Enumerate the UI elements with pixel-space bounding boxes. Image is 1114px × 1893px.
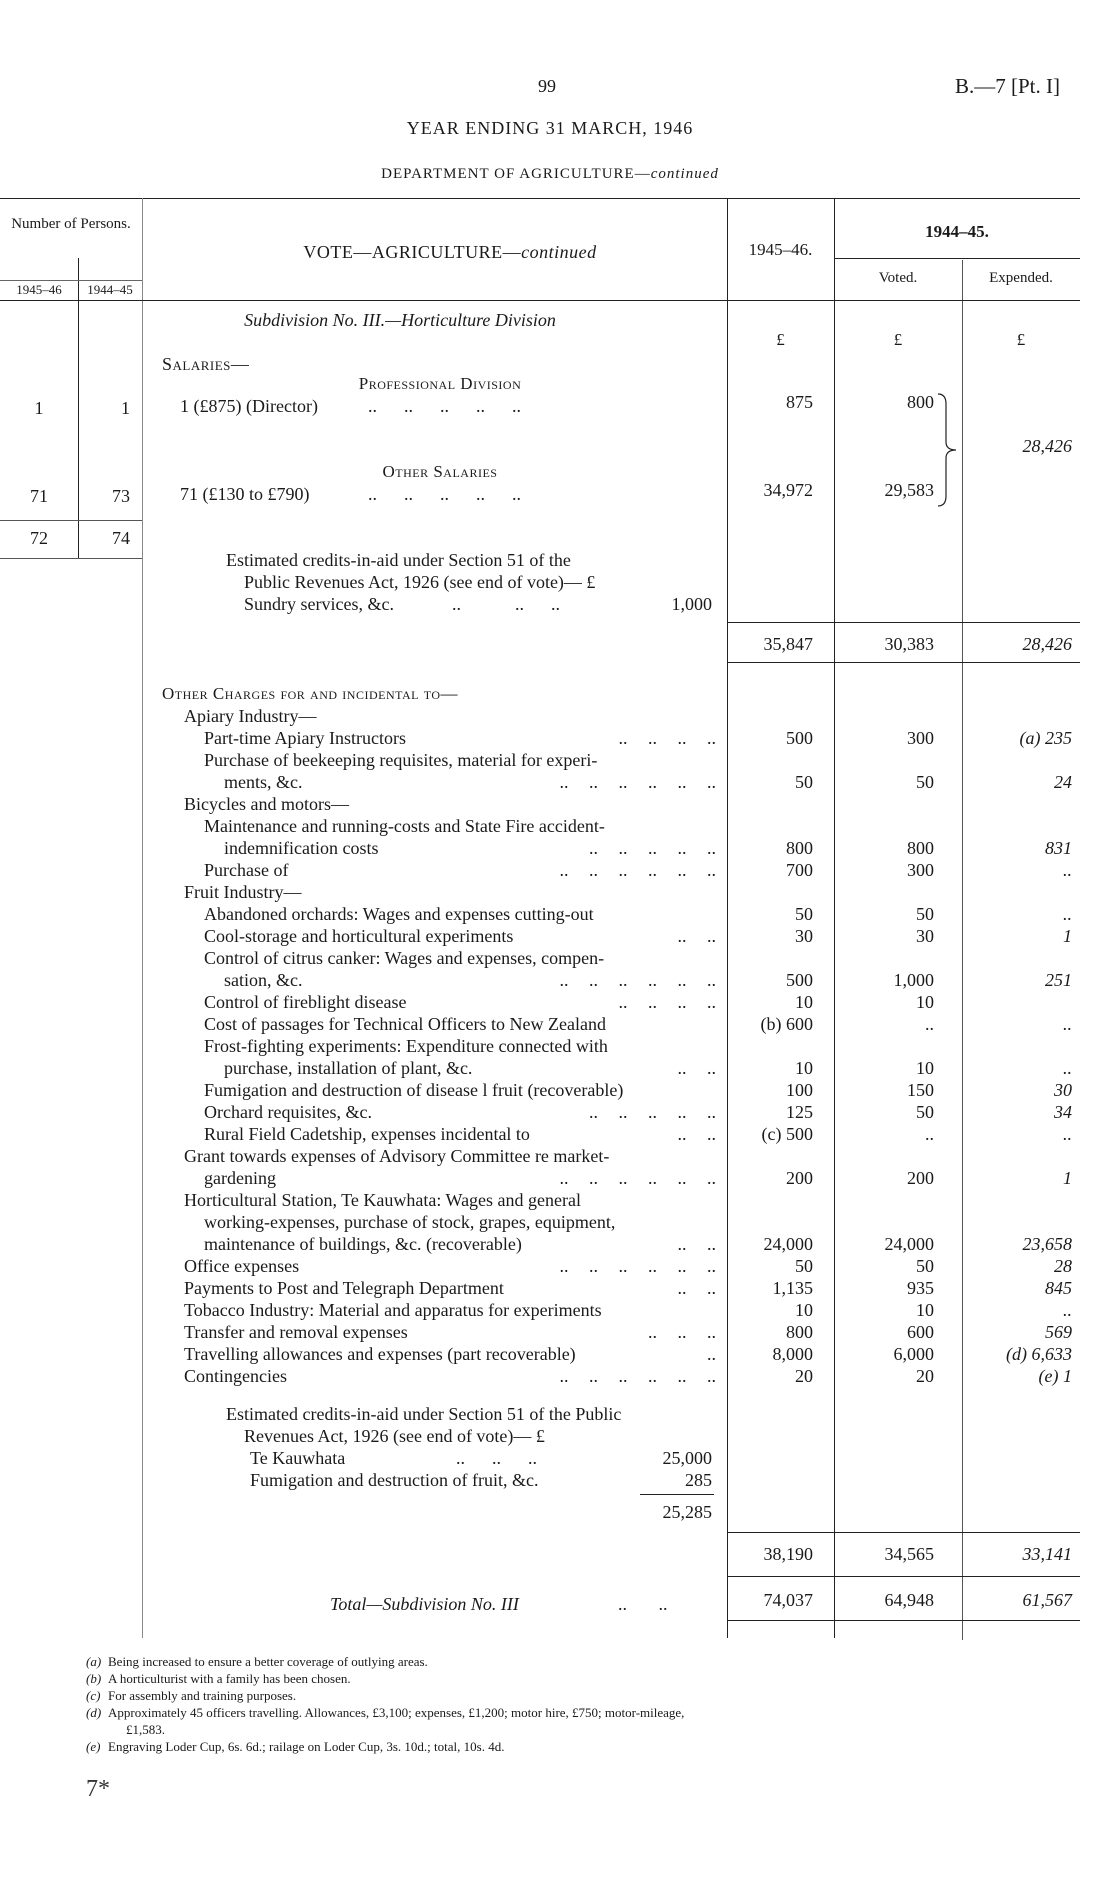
charge-row-amount: 500	[786, 970, 813, 990]
charge-row-text: Maintenance and running-costs and State Fire accident-	[204, 816, 605, 836]
charge-row-expended: (a) 235	[1019, 728, 1072, 748]
leader-dots: .. .. .. .. ..	[589, 1102, 716, 1122]
leader-dots: .. ..	[677, 1058, 716, 1078]
footnote-text: Being increased to ensure a better coverage of outlying areas.	[108, 1654, 428, 1669]
salaries-subtotal-voted: 30,383	[884, 634, 934, 654]
professional-voted: 800	[907, 392, 934, 412]
footnote-text: A horticulturist with a family has been chosen.	[108, 1671, 351, 1686]
credits2-item-1-label: Te Kauwhata	[250, 1448, 346, 1468]
footnote-mark: (d)	[86, 1705, 102, 1720]
charge-row-text: Control of fireblight disease	[204, 992, 407, 1012]
charge-row-amount: (c) 500	[761, 1124, 813, 1144]
charge-row-expended: ..	[1063, 1014, 1072, 1034]
charge-row-expended: ..	[1063, 1300, 1072, 1320]
charges-total-top-rule	[727, 1532, 1080, 1533]
charge-row-text: Cool-storage and horticultural experiments	[204, 926, 514, 946]
footnote-text: Approximately 45 officers travelling. Allowances, £3,100; expenses, £1,200; motor hire, £750; motor-mileage,	[108, 1705, 685, 1720]
charge-row-amount: 20	[795, 1366, 813, 1386]
credits-line-3: Sundry services, &c.	[244, 594, 394, 614]
leader-dots: .. ..	[677, 1124, 716, 1144]
charge-row-amount: 24,000	[763, 1234, 813, 1254]
signature-mark: 7*	[86, 1776, 110, 1802]
persons-total-rule	[0, 520, 142, 521]
pound-sign-voted: £	[893, 330, 903, 349]
footnote-text: For assembly and training purposes.	[108, 1688, 297, 1703]
charge-row-text: Orchard requisites, &c.	[204, 1102, 372, 1122]
professional-line: 1 (£875) (Director)	[180, 396, 318, 416]
year-1945-46-header: 1945–46.	[748, 240, 813, 259]
charge-row-voted: 200	[907, 1168, 934, 1188]
salaries-subtotal-expended: 28,426	[1022, 634, 1072, 654]
charges-total-voted: 34,565	[884, 1544, 934, 1564]
total-persons-1944-45: 74	[112, 528, 130, 548]
grand-total-top-rule	[727, 1576, 1080, 1577]
subtotal-top-rule	[727, 622, 1080, 623]
salaries-heading: Salaries—	[162, 354, 250, 374]
document-reference: B.—7 [Pt. I]	[955, 74, 1060, 98]
footnote-mark: (a)	[86, 1654, 102, 1669]
charge-row-voted: 50	[916, 772, 934, 792]
charge-row-amount: 800	[786, 1322, 813, 1342]
charge-row-voted: 50	[916, 1256, 934, 1276]
professional-persons-1945-46: 1	[34, 398, 44, 418]
charge-row-amount: 200	[786, 1168, 813, 1188]
charge-row-amount: 100	[786, 1080, 813, 1100]
footnote-text: Engraving Loder Cup, 6s. 6d.; railage on Loder Cup, 3s. 10d.; total, 10s. 4d.	[108, 1739, 505, 1754]
charge-row-amount: (b) 600	[760, 1014, 813, 1034]
charge-row-expended: ..	[1063, 1058, 1072, 1078]
grand-total-voted: 64,948	[884, 1590, 934, 1610]
credits2-item-1-amount: 25,000	[662, 1448, 712, 1468]
leader-dots: .. .. .. ..	[618, 992, 716, 1012]
charge-row-amount: 800	[786, 838, 813, 858]
charge-row-amount: 125	[786, 1102, 813, 1122]
other-salaries-voted: 29,583	[884, 480, 934, 500]
charge-row-voted: 300	[907, 728, 934, 748]
charge-row-expended: 845	[1045, 1278, 1072, 1298]
leader-dots: .. ..	[677, 1234, 716, 1254]
number-of-persons-header: Number of Persons.	[11, 216, 131, 232]
leader-dots: .. .. .. .. ..	[589, 838, 716, 858]
charge-row-amount: 50	[795, 772, 813, 792]
charge-row-expended: 24	[1054, 772, 1072, 792]
credits2-total: 25,285	[662, 1502, 712, 1522]
charge-row-text: Office expenses	[184, 1256, 300, 1276]
charge-row-text: Grant towards expenses of Advisory Committee re market-	[184, 1146, 610, 1166]
leader-dots: .. .. .. .. .. ..	[559, 860, 716, 880]
charge-row-voted: 50	[916, 904, 934, 924]
charge-row-expended: 23,658	[1022, 1234, 1072, 1254]
charge-row-text: Transfer and removal expenses	[184, 1322, 408, 1342]
persons-header-rule	[0, 280, 142, 281]
credits2-item-2-amount: 285	[685, 1470, 712, 1490]
charge-row-expended: 251	[1045, 970, 1072, 990]
charge-row-expended: 831	[1045, 838, 1072, 858]
expended-header: Expended.	[989, 270, 1053, 286]
charge-row-amount: 1,135	[772, 1278, 813, 1298]
salaries-subtotal-amount: 35,847	[763, 634, 813, 654]
leader-dots: .. .. .. .. .. ..	[559, 1366, 716, 1386]
charge-row-expended: 569	[1045, 1322, 1072, 1342]
leader-dots: .. .. ..	[456, 1448, 537, 1468]
credits-amount: 1,000	[671, 594, 712, 614]
leader-dots: .. ..	[618, 1594, 668, 1614]
footnote-mark: (b)	[86, 1671, 102, 1686]
charge-row-amount: 10	[795, 992, 813, 1012]
professional-persons-1944-45: 1	[121, 398, 130, 418]
charge-row-voted: 50	[916, 1102, 934, 1122]
charge-row-voted: 20	[916, 1366, 934, 1386]
charge-row-text: Tobacco Industry: Material and apparatus for experiments	[184, 1300, 602, 1320]
charge-row-expended: ..	[1063, 860, 1072, 880]
charge-row-text: indemnification costs	[224, 838, 379, 858]
footnote-mark: (e)	[86, 1739, 101, 1754]
pound-sign-expended: £	[1016, 330, 1026, 349]
charge-row-expended: ..	[1063, 904, 1072, 924]
charge-row-text: purchase, installation of plant, &c.	[224, 1058, 473, 1078]
other-persons-1945-46: 71	[30, 486, 48, 506]
charge-row-amount: 500	[786, 728, 813, 748]
leader-dots: .. .. .. .. ..	[368, 396, 521, 416]
pound-sign-amount: £	[776, 330, 785, 349]
leader-dots: .. .. .. .. .. ..	[559, 772, 716, 792]
vote-title: VOTE—AGRICULTURE—continued	[303, 242, 597, 262]
professional-division-heading: Professional Division	[358, 374, 522, 393]
charge-row-expended: 1	[1063, 926, 1072, 946]
other-charges-heading: Other Charges for and incidental to—	[162, 684, 459, 703]
charge-row-text: Fruit Industry—	[184, 882, 302, 902]
leader-dots: .. .. .. .. .. ..	[559, 970, 716, 990]
charge-row-text: Horticultural Station, Te Kauwhata: Wages and general	[184, 1190, 582, 1210]
charge-row-expended: (e) 1	[1038, 1366, 1072, 1386]
other-persons-1944-45: 73	[112, 486, 130, 506]
grand-total-amount: 74,037	[763, 1590, 813, 1610]
charge-row-voted: 935	[907, 1278, 934, 1298]
charge-row-voted: 800	[907, 838, 934, 858]
charge-row-voted: 24,000	[884, 1234, 934, 1254]
charge-row-expended: 34	[1054, 1102, 1072, 1122]
footnote-text: £1,583.	[126, 1722, 165, 1737]
charge-row-expended: (d) 6,633	[1006, 1344, 1072, 1364]
year-1944-45-header: 1944–45.	[925, 222, 989, 241]
charge-row-voted: 150	[907, 1080, 934, 1100]
year-title: YEAR ENDING 31 MARCH, 1946	[406, 118, 694, 138]
leader-dots: .. .. .. .. .. ..	[559, 1256, 716, 1276]
charge-row-text: Cost of passages for Technical Officers to New Zealand	[204, 1014, 606, 1034]
credits2-line-2: Revenues Act, 1926 (see end of vote)— £	[244, 1426, 545, 1446]
leader-dots: .. .. .. .. .. ..	[559, 1168, 716, 1188]
charge-row-expended: 1	[1063, 1168, 1072, 1188]
charge-row-text: Purchase of beekeeping requisites, material for experi-	[204, 750, 598, 770]
charge-row-voted: 10	[916, 992, 934, 1012]
leader-dots: .. .. ..	[452, 594, 560, 614]
charge-row-voted: 10	[916, 1300, 934, 1320]
subdivision-title: Subdivision No. III.—Horticulture Division	[244, 310, 556, 330]
charge-row-text: ments, &c.	[224, 772, 303, 792]
grand-total-expended: 61,567	[1022, 1590, 1072, 1610]
charge-row-amount: 50	[795, 904, 813, 924]
charge-row-amount: 10	[795, 1058, 813, 1078]
page-number: 99	[538, 76, 556, 96]
footnote-mark: (c)	[86, 1688, 101, 1703]
charge-row-text: Control of citrus canker: Wages and expenses, compen-	[204, 948, 605, 968]
charge-row-voted: 1,000	[893, 970, 934, 990]
charge-row-text: Rural Field Cadetship, expenses incidental to	[204, 1124, 530, 1144]
persons-1945-46-header: 1945–46	[16, 282, 62, 297]
charge-row-text: maintenance of buildings, &c. (recoverable)	[204, 1234, 522, 1254]
charges-total-amount: 38,190	[763, 1544, 813, 1564]
leader-dots: .. ..	[677, 1278, 716, 1298]
grand-total-bottom-rule	[727, 1620, 1080, 1621]
grand-total-label: Total—Subdivision No. III	[330, 1594, 519, 1614]
credits-line-1: Estimated credits-in-aid under Section 51 of the	[226, 550, 571, 570]
charge-row-voted: 300	[907, 860, 934, 880]
charge-row-voted: 6,000	[893, 1344, 934, 1364]
other-salaries-line: 71 (£130 to £790)	[180, 484, 310, 504]
charge-row-text: Abandoned orchards: Wages and expenses cutting-out	[204, 904, 594, 924]
year-split-rule	[834, 258, 1080, 259]
voted-header: Voted.	[878, 270, 918, 286]
charges-total-expended: 33,141	[1022, 1544, 1072, 1564]
charge-row-text: Frost-fighting experiments: Expenditure connected with	[204, 1036, 608, 1056]
charge-row-voted: ..	[925, 1014, 934, 1034]
charge-row-amount: 8,000	[772, 1344, 813, 1364]
charge-row-voted: ..	[925, 1124, 934, 1144]
charge-row-voted: 600	[907, 1322, 934, 1342]
charge-row-text: Fumigation and destruction of disease l fruit (recoverable)	[204, 1080, 624, 1100]
persons-right-rule	[142, 198, 143, 1638]
charge-row-amount: 700	[786, 860, 813, 880]
other-salaries-amount: 34,972	[763, 480, 813, 500]
charge-row-expended: ..	[1063, 1124, 1072, 1144]
charge-row-expended: 28	[1054, 1256, 1072, 1276]
charge-row-amount: 10	[795, 1300, 813, 1320]
credits-line-2: Public Revenues Act, 1926 (see end of vote)— £	[244, 572, 596, 592]
charge-row-text: sation, &c.	[224, 970, 303, 990]
salaries-expended-combined: 28,426	[1022, 436, 1072, 456]
credits2-line-1: Estimated credits-in-aid under Section 51 of the Public	[226, 1404, 622, 1424]
leader-dots: .. .. .. .. ..	[368, 484, 521, 504]
charge-row-text: working-expenses, purchase of stock, grapes, equipment,	[204, 1212, 616, 1232]
leader-dots: .. .. ..	[648, 1322, 716, 1342]
credits2-item-2-label: Fumigation and destruction of fruit, &c.	[250, 1470, 539, 1490]
table-top-rule	[0, 198, 1080, 199]
charge-row-expended: 30	[1054, 1080, 1072, 1100]
charge-row-text: Part-time Apiary Instructors	[204, 728, 406, 748]
leader-dots: ..	[707, 1344, 716, 1364]
credits2-total-rule	[640, 1494, 714, 1495]
charge-row-text: Travelling allowances and expenses (part recoverable)	[184, 1344, 576, 1364]
header-bottom-rule	[0, 300, 1080, 301]
charge-row-text: Apiary Industry—	[184, 706, 317, 726]
persons-1944-45-header: 1944–45	[87, 282, 133, 297]
leader-dots: .. ..	[677, 926, 716, 946]
charge-row-text: Contingencies	[184, 1366, 287, 1386]
subtotal-bottom-rule	[727, 662, 1080, 663]
leader-dots: .. .. .. ..	[618, 728, 716, 748]
charge-row-text: gardening	[204, 1168, 276, 1188]
charge-row-voted: 30	[916, 926, 934, 946]
persons-bottom-rule	[0, 558, 142, 559]
department-title: DEPARTMENT OF AGRICULTURE—continued	[381, 166, 719, 182]
charge-row-amount: 30	[795, 926, 813, 946]
charge-row-text: Bicycles and motors—	[184, 794, 349, 814]
charge-row-text: Payments to Post and Telegraph Department	[184, 1278, 504, 1298]
charge-row-text: Purchase of	[204, 860, 289, 880]
total-persons-1945-46: 72	[30, 528, 48, 548]
charge-row-amount: 50	[795, 1256, 813, 1276]
other-salaries-heading: Other Salaries	[382, 462, 498, 481]
professional-amount: 875	[786, 392, 813, 412]
charge-row-voted: 10	[916, 1058, 934, 1078]
